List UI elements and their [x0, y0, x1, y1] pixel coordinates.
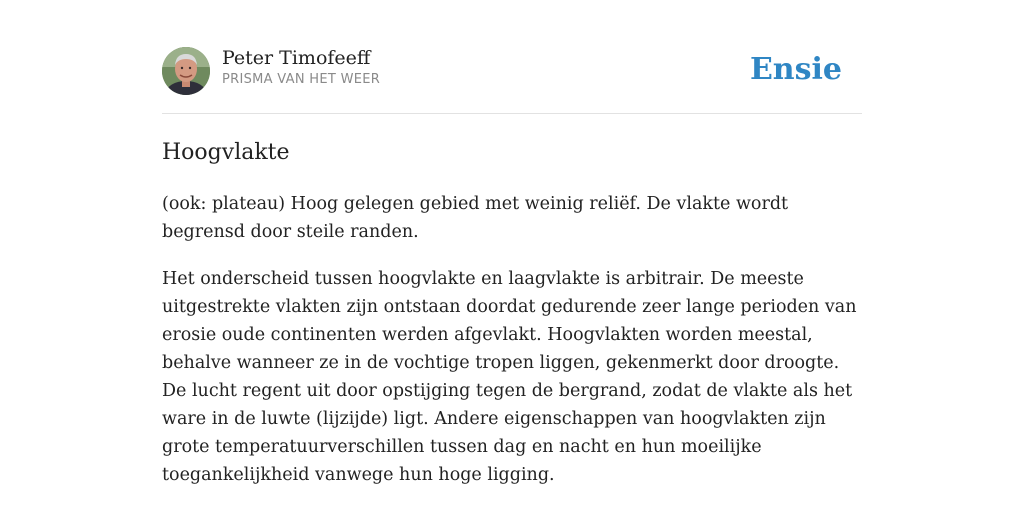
article-title: Hoogvlakte: [162, 140, 290, 165]
article-paragraph: (ook: plateau) Hoog gelegen gebied met weinig reliëf. De vlakte wordt begrensd door steile randen.: [162, 194, 789, 242]
author-avatar[interactable]: [162, 47, 210, 95]
header-divider: [162, 113, 862, 114]
brand-logo[interactable]: Ensie: [749, 52, 842, 87]
article-header: [162, 46, 862, 96]
article-paragraph: Het onderscheid tussen hoogvlakte en laagvlakte is arbitrair. De meeste uitgestrekte vlakten zijn ontstaan doordat gedurende zeer lange perioden van erosie oude continenten werden afgevlakt. Hoogvlakten worden meestal, behalve wanneer ze in de vochtige tropen liggen, gekenmerkt door droogte. De lucht regent uit door opstijging tegen de bergrand, zodat de vlakte als het ware in de luwte (lijzijde) ligt. Andere eigenschappen van hoogvlakten zijn grote temperatuurverschillen tussen dag en nacht en hun moeilijke toegankelijkheid vanwege hun hoge ligging.: [162, 269, 857, 485]
article-body: [162, 190, 862, 508]
author-info: [222, 46, 380, 89]
article-card: [162, 0, 862, 512]
author-source[interactable]: PRISMA VAN HET WEER: [222, 72, 381, 87]
author-name[interactable]: Peter Timofeeff: [222, 47, 371, 69]
